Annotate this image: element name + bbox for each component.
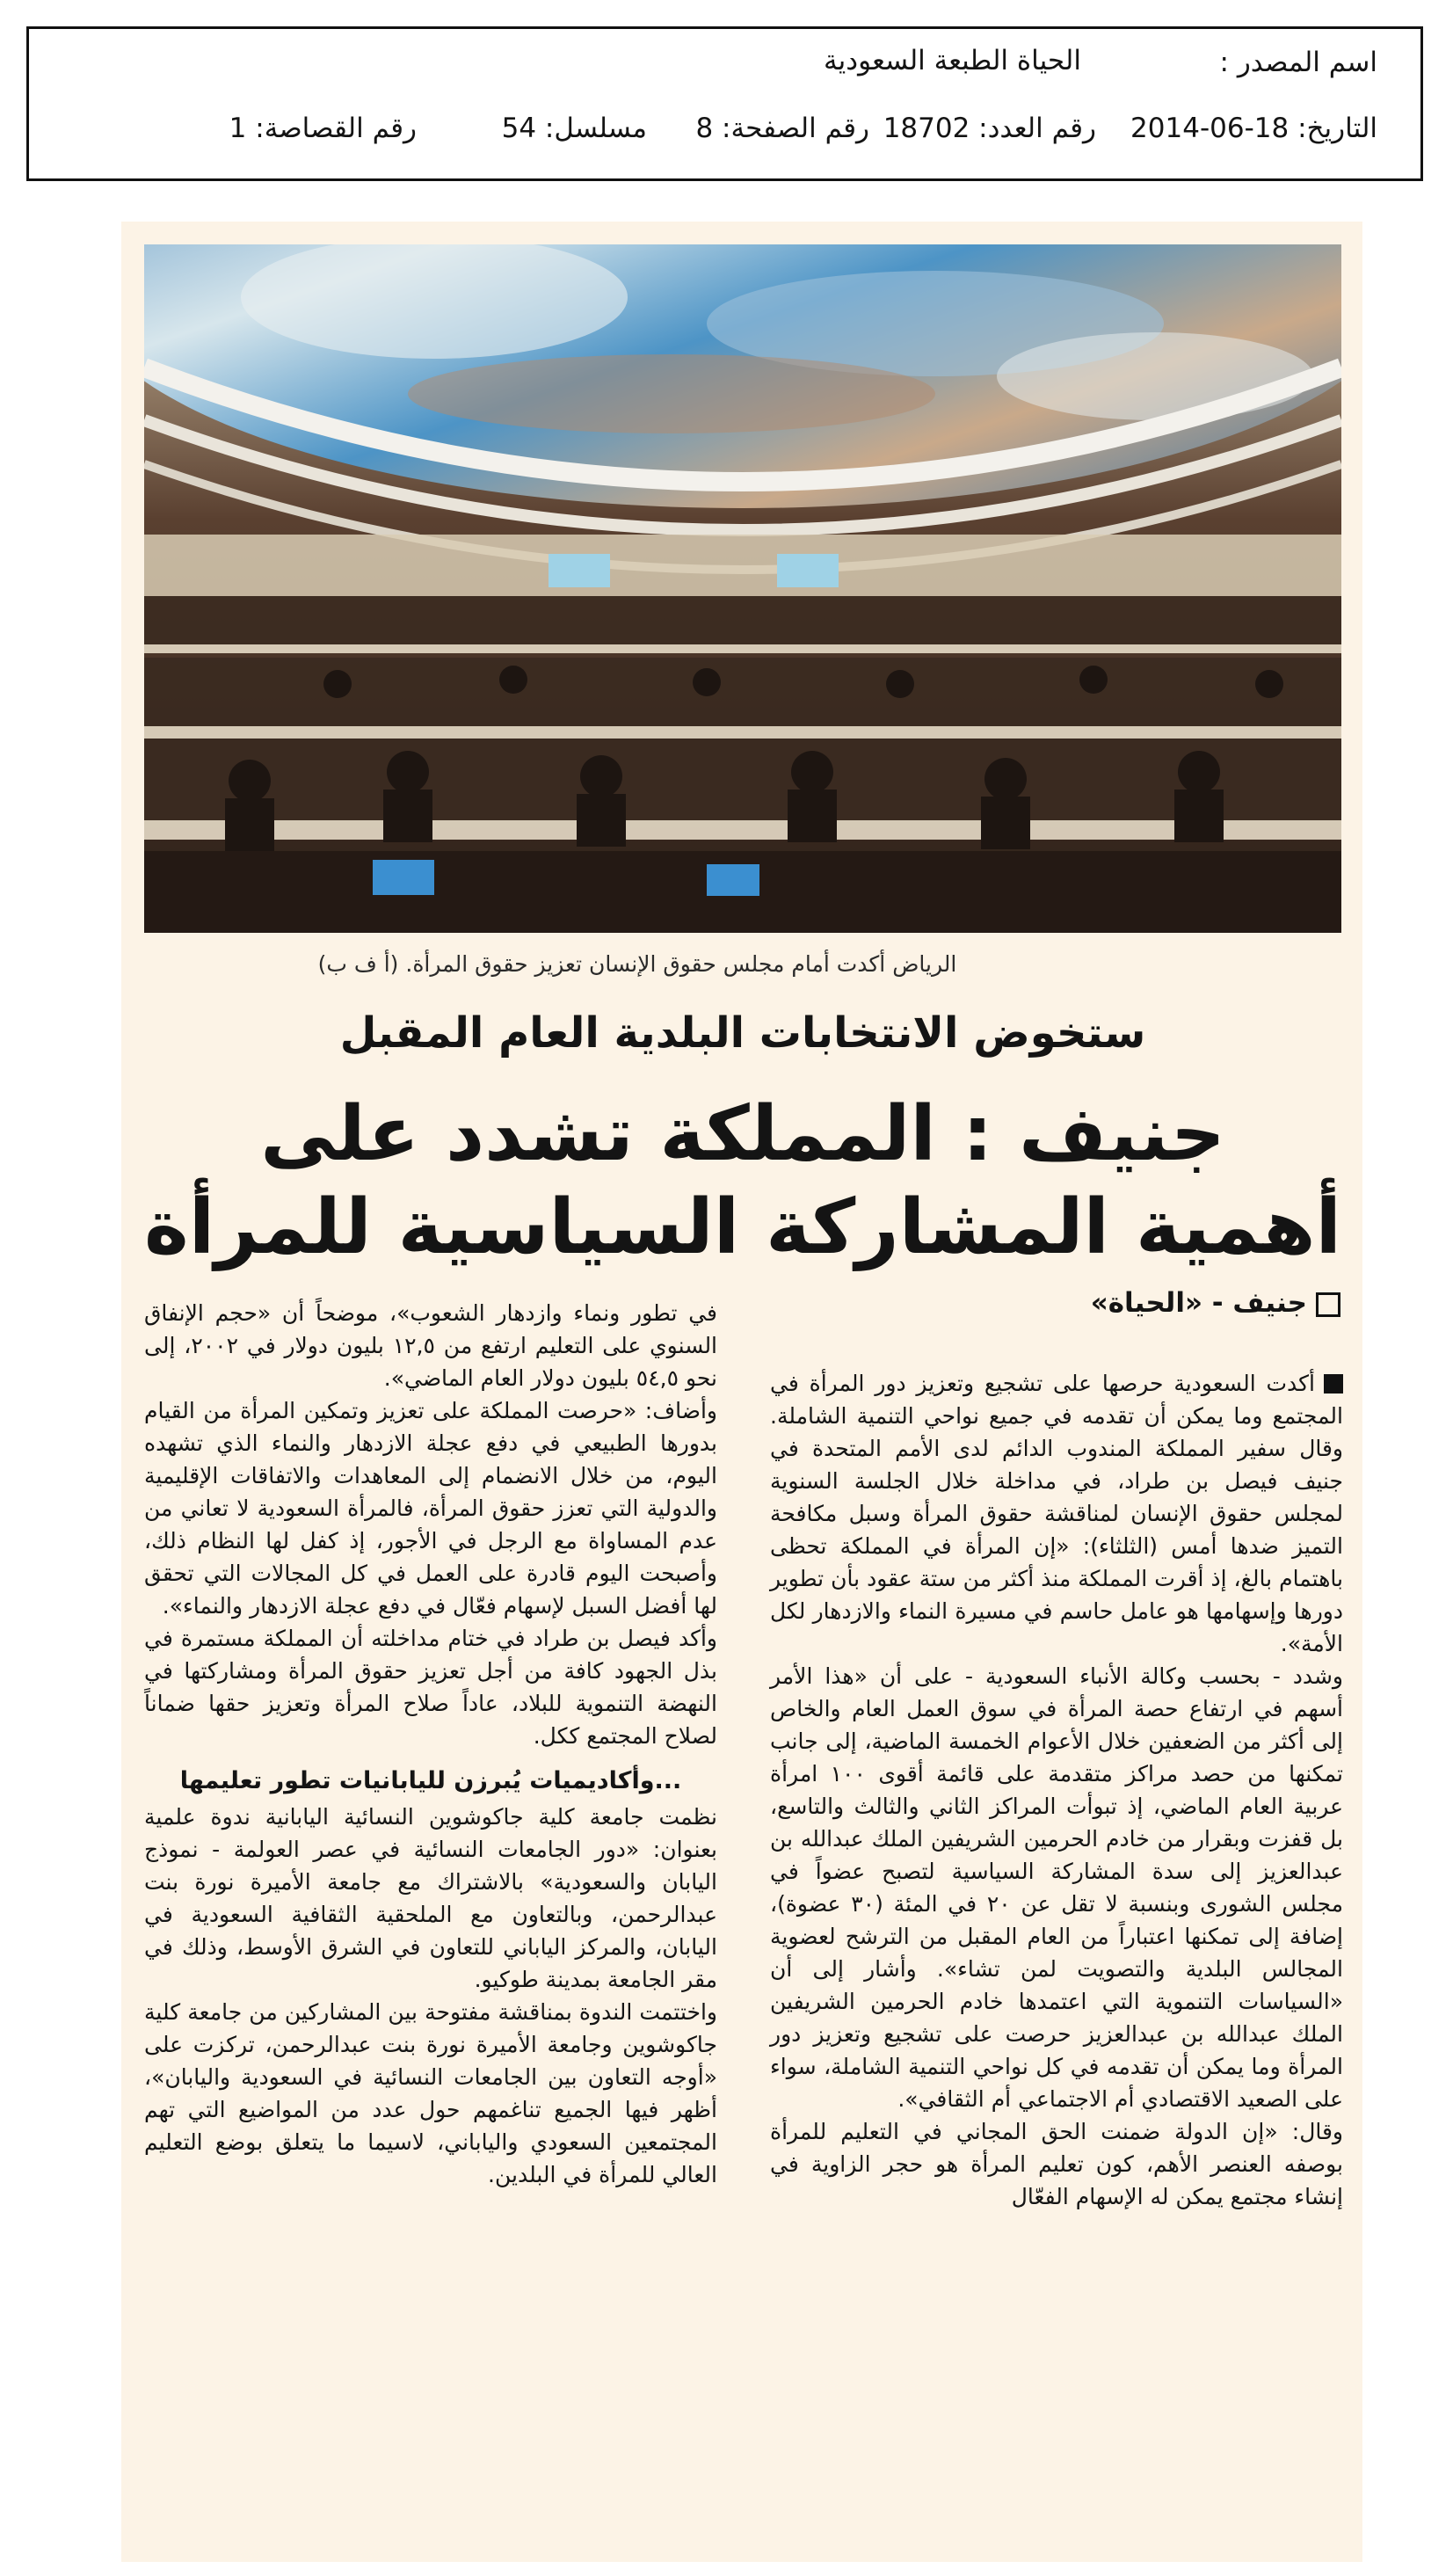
paragraph: وقال: «إن الدولة ضمنت الحق المجاني في التعليم للمرأة بوصفه العنصر الأهم، كون تعليم المرأة هو حجر الزاوية في إنشاء مجتمع يمكن له الإسهام الفعّال (770, 2119, 1343, 2209)
section-subhead: ...وأكاديميات يُبرزن لليابانيات تطور تعليمها (179, 1767, 682, 1794)
article-column-left (144, 1297, 717, 2191)
dateline (967, 1287, 1340, 1319)
paragraph: وأكد فيصل بن طراد في ختام مداخلته أن المملكة مستمرة في بذل الجهود كافة من أجل تعزيز حقوق المرأة ومشاركتها في النهضة التنموية للبلاد، عاداً صلاح المرأة وتعزيز حقها ضماناً لصلاح المجتمع ككل. (144, 1626, 717, 1749)
paragraph-text: أكدت السعودية حرصها على تشجيع وتعزيز دور المرأة في المجتمع وما يمكن أن تقدمه في جميع نواحي التنمية الشاملة. وقال سفير المملكة المندوب الدائم لدى الأمم المتحدة في جنيف فيصل بن طراد، في مداخلة خلال الجلسة السنوية لمجلس حقوق الإنسان لمناقشة حقوق المرأة وسبل مكافحة التميز ضدها أمس (الثلثاء): «إن المرأة في المملكة تحظى باهتمام بالغ، إذ أقرت المملكة منذ أكثر من ستة عقود بأن تطوير دورها وإسهامها هو عامل حاسم في مسيرة النماء والازدهار لكل الأمة». (770, 1371, 1343, 1656)
source-info-box (26, 26, 1423, 181)
council-chamber-photo (144, 244, 1341, 933)
paragraph: وشدد - بحسب وكالة الأنباء السعودية - على أن «هذا الأمر أسهم في ارتفاع حصة المرأة في سوق العمل العام والخاص إلى أكثر من الضعفين خلال الأعوام الخمسة الماضية، إلى جانب تمكنها من حصد مراكز متقدمة على قائمة أقوى ١٠٠ امرأة عربية العام الماضي، إذ تبوأت المراكز الثاني والثالث والتاسع، بل قفزت وبقرار من خادم الحرمين الشريفين الملك عبدالله بن عبدالعزيز إلى سدة المشاركة السياسية لتصبح عضواً في مجلس الشورى وبنسبة لا تقل عن ٢٠ في المئة (٣٠ عضوة)، إضافة إلى تمكنها اعتباراً من العام المقبل من الترشح لعضوية المجالس البلدية والتصويت لمن تشاء». وأشار إلى أن «السياسات التنموية التي اعتمدها خادم الحرمين الشريفين الملك عبدالله بن عبدالعزيز حرصت على تشجيع وتعزيز دور المرأة وما يمكن أن تقدمه في كل نواحي التنمية الشاملة، سواء على الصعيد الاقتصادي أم الاجتماعي أم الثقافي». (770, 1663, 1343, 2112)
paragraph (770, 1367, 1343, 1660)
paragraph: واختتمت الندوة بمناقشة مفتوحة بين المشاركين من جامعة كلية جاكوشوين وجامعة الأميرة نورة بنت عبدالرحمن، تركزت على «أوجه التعاون بين الجامعات النسائية في السعودية واليابان»، أظهر فيها الجميع تناغمهم حول عدد من المواضيع التي تهم المجتمعين السعودي والياباني، لاسيما ما يتعلق بوضع التعليم العالي للمرأة في البلدين. (144, 1999, 717, 2187)
paragraph: نظمت جامعة كلية جاكوشوين النسائية اليابانية ندوة علمية بعنوان: «دور الجامعات النسائية في عصر العولمة - نموذج اليابان والسعودية» بالاشتراك مع جامعة الأميرة نورة بنت عبدالرحمن، وبالتعاون مع الملحقية الثقافية السعودية في اليابان، والمركز الياباني للتعاون في الشرق الأوسط، وذلك في مقر الجامعة بمدينة طوكيو. (144, 1804, 717, 1992)
dateline-text: جنيف - «الحياة» (1090, 1287, 1307, 1319)
photo-caption: الرياض أكدت أمام مجلس حقوق الإنسان تعزيز حقوق المرأة. (أ ف ب) (317, 951, 957, 977)
paragraph: في تطور ونماء وازدهار الشعوب»، موضحاً أن «حجم الإنفاق السنوي على التعليم ارتفع من ١٢,٥ بليون دولار في ٢٠٠٢، إلى نحو ٥٤,٥ بليون دولار العام الماضي». (144, 1300, 718, 1391)
headline-line-2: أهمية المشاركة السياسية للمرأة (143, 1183, 1341, 1271)
date-field: التاريخ: 18-06-2014 (1130, 113, 1377, 144)
clipping-number-field: رقم القصاصة: 1 (229, 113, 417, 144)
article-column-right (770, 1367, 1343, 2213)
headline-line-1: جنيف : المملكة تشدد على (260, 1090, 1225, 1178)
paragraph: وأضاف: «حرصت المملكة على تعزيز وتمكين المرأة من القيام بدورها الطبيعي في دفع عجلة الازدهار والنماء الذي تشهده اليوم، من خلال الانضمام إلى المعاهدات والاتفاقات الإقليمية والدولية التي تعزز حقوق المرأة، فالمرأة السعودية لا تعاني من عدم المساواة مع الرجل في الأجور، إذ كفل لها النظام ذلك، وأصبحت اليوم قادرة على العمل في كل المجالات التي تحقق لها أفضل السبل لإسهام فعّال في دفع عجلة الازدهار والنماء». (144, 1398, 717, 1619)
issue-number-field: رقم العدد: 18702 (883, 113, 1096, 144)
article-kicker: ستخوض الانتخابات البلدية العام المقبل (339, 1008, 1146, 1058)
paragraph-start-square-icon (1324, 1374, 1343, 1394)
source-label: اسم المصدر : (1219, 47, 1377, 78)
dateline-box-icon (1316, 1292, 1340, 1317)
serial-number-field: مسلسل: 54 (501, 113, 647, 144)
source-value: الحياة الطبعة السعودية (824, 45, 1081, 76)
page-number-field: رقم الصفحة: 8 (695, 113, 869, 144)
